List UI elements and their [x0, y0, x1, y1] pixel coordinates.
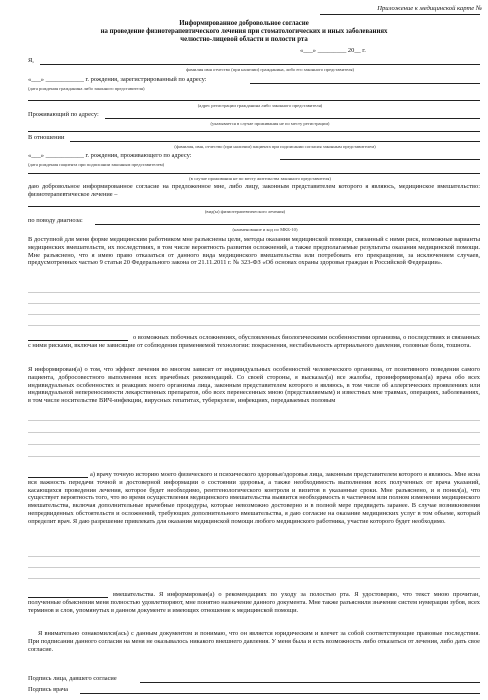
faded-line	[28, 556, 480, 557]
faded-line	[28, 292, 480, 293]
live-caption: (указывается в случае проживания не по месту регистрации)	[210, 121, 330, 126]
faded-line	[28, 325, 480, 326]
reg-caption: (адрес регистрации гражданина либо законного представителя)	[197, 103, 323, 108]
faded-line	[28, 578, 480, 579]
live-field[interactable]	[105, 118, 480, 119]
paragraph-informed: Я информирован(а) о том, что эффект лечения во многом зависит от индивидуальных особенностей человеческого организма, от позитивного поведения самого пациента, добросовестного выполнения всех врачебных рекомендаций. Со своей стороны, я высказал(а) все жалобы, проинформировал(а) врача обо всех индивидуальных особенностях и реакциях моего организма лица, законным представителем которого я являюсь, в том числе об аллергических проявлениях или индивидуальной непереносимости лекарственных препаратов, обо всех перенесенных мною (представляемым) и известных мне травмах, операциях, заболеваниях, в том числе носительстве ВИЧ-инфекции, вирусных гепатитах, туберкулезе, инфекциях, передаваемых половым	[28, 366, 480, 405]
faded-line	[28, 303, 480, 304]
regard-field[interactable]	[70, 141, 480, 142]
signature-doctor-label: Подпись врача	[28, 686, 68, 693]
paragraph-recommendations: вмешательства. Я информирован(а) о рекомендациях по уходу за полостью рта. Я удостоверяю, что текст мною прочитан, полученные объяснения меня полностью удовлетворяют, мне понятно назначение данного документа. Мне также разъяснили значение систем нумерации зубов, всех терминов и слов, упомянутых в данном документе и имеющих отношение к медицинской помощи.	[28, 591, 480, 614]
fio-caption: фамилия имя отчество (при наличии) гражданина, либо его законного представителя)	[185, 67, 355, 72]
residence-field[interactable]	[28, 173, 480, 174]
doc-title-line-1: Информированное добровольное согласие	[179, 20, 309, 27]
consent-text: даю добровольное информированное согласие на предложенное мне, либо лицу, законным представителем которого я являюсь, медицинское вмешательство: физиотерапевтическое лечение –	[28, 183, 480, 198]
address-field-2[interactable]	[28, 100, 480, 101]
residence-caption: (в случае проживания не по месту жительства законного представителя)	[189, 176, 331, 181]
paragraph-history: а) врачу точную историю моего физического и психического здоровья/здоровья лица, законным представителем которого я являюсь. Мне ясна вся важность передачи точной и достоверной информации о состоянии здоровья, а также необходимость выполнения всех полученных от врача указаний, касающихся проведения лечения, которое будет необходимо, рентгенологического контроля и визитов в указанные сроки. Мне разъяснено, и я понял(а), что существует вероятность того, что во время осуществления медицинского вмешательства выявится необходимость в частичном или полном изменении медицинского вмешательства, включая дополнительные врачебные процедуры, которые невозможно достоверно и в полной мере предвидеть заранее. В случае возникновения непредвиденных обстоятельств и осложнений, требующих дополнительного вмешательства, я даю согласие на оказание медицинских услуг в том объеме, который определит врач. Я даю разрешение привлекать для оказания медицинской помощи любого медицинского работника, участие которого будет необходимо.	[28, 471, 480, 525]
birth-line: «___» ____________ г. рождения, зарегистрированный по адресу:	[28, 76, 207, 83]
faded-line	[28, 444, 480, 445]
faded-line	[28, 314, 480, 315]
signature-doctor-field[interactable]	[80, 693, 480, 694]
faded-line	[28, 420, 480, 421]
signature-patient-label: Подпись лица, давшего согласие	[28, 675, 117, 682]
live-label: Проживающий по адресу:	[28, 111, 99, 118]
ya-label: Я,	[28, 57, 34, 64]
address-field[interactable]	[250, 83, 480, 84]
regard-caption: (фамилия, имя, отчество (при наличии) пациента при подписании согласия законным представителем)	[174, 144, 376, 149]
fio-field[interactable]	[40, 64, 480, 65]
birth-caption-2: (дата рождения пациента при подписании законным представителем)	[28, 162, 165, 167]
appendix-underline	[320, 14, 480, 15]
doc-title-line-2: на проведение физиотерапевтического лечения при стоматологических и иных заболеваниях	[100, 28, 388, 35]
paragraph-explanation: В доступной для меня форме медицинским работником мне разъяснены цели, методы оказания медицинской помощи, связанный с ними риск, возможные варианты медицинских вмешательств, их последствиях, в том числе вероятность развития осложнений, а также предполагаемые результаты оказания медицинской помощи. Мне разъяснено, что я имею право отказаться от данного вида медицинского вмешательства или потребовать его прекращения, за исключением случаев, предусмотренных частью 9 статьи 20 Федерального закона от 21.11.2011 г. № 323-ФЗ «Об основах охраны здоровья граждан в Российской Федерации».	[28, 236, 480, 267]
faded-line	[28, 432, 480, 433]
paragraph-acknowledgement: Я внимательно ознакомился(ась) с данным документом и понимаю, что он является юридическим и влечет за собой соответствующие правовые последствия. При подписании данного согласия на меня не оказывалось никакого внешнего давления. У меня была и есть возможность либо отказаться от лечения, либо дать свое согласие.	[28, 630, 480, 653]
signature-patient-field[interactable]	[140, 682, 480, 683]
paragraph-side-effects: о возможных побочных осложнениях, обусловленных биологическими особенностями организма, о последствиях и связанных с ними рисками, включая не зависящие от соблюдения применяемой технологии: покраснения, нестабильность артериального давления, головные боли, тошнота.	[28, 334, 480, 349]
birth-line-2: «___» ____________ г. рождения, проживающего по адресу:	[28, 152, 192, 159]
diagnosis-caption: (наименование и код по МКБ-10)	[232, 227, 298, 232]
treatment-type-caption: (вид(ы) физиотерапевтического лечения)	[204, 209, 286, 214]
regard-label: В отношении	[28, 134, 65, 141]
faded-line	[28, 567, 480, 568]
faded-line	[28, 456, 480, 457]
live-field-2[interactable]	[28, 131, 480, 132]
doc-title-line-3: челюстно-лицевой области и полости рта	[180, 36, 308, 43]
diagnosis-label: по поводу диагноза:	[28, 217, 83, 224]
address-field-3[interactable]	[280, 159, 480, 160]
date-field[interactable]: «___» _________ 20__ г.	[300, 47, 366, 54]
appendix-label: Приложение к медицинской карте №	[377, 5, 482, 12]
birth-caption: (дата рождения гражданина либо законного представителя)	[28, 86, 145, 91]
treatment-type-field[interactable]	[28, 206, 480, 207]
diagnosis-field[interactable]	[95, 224, 480, 225]
